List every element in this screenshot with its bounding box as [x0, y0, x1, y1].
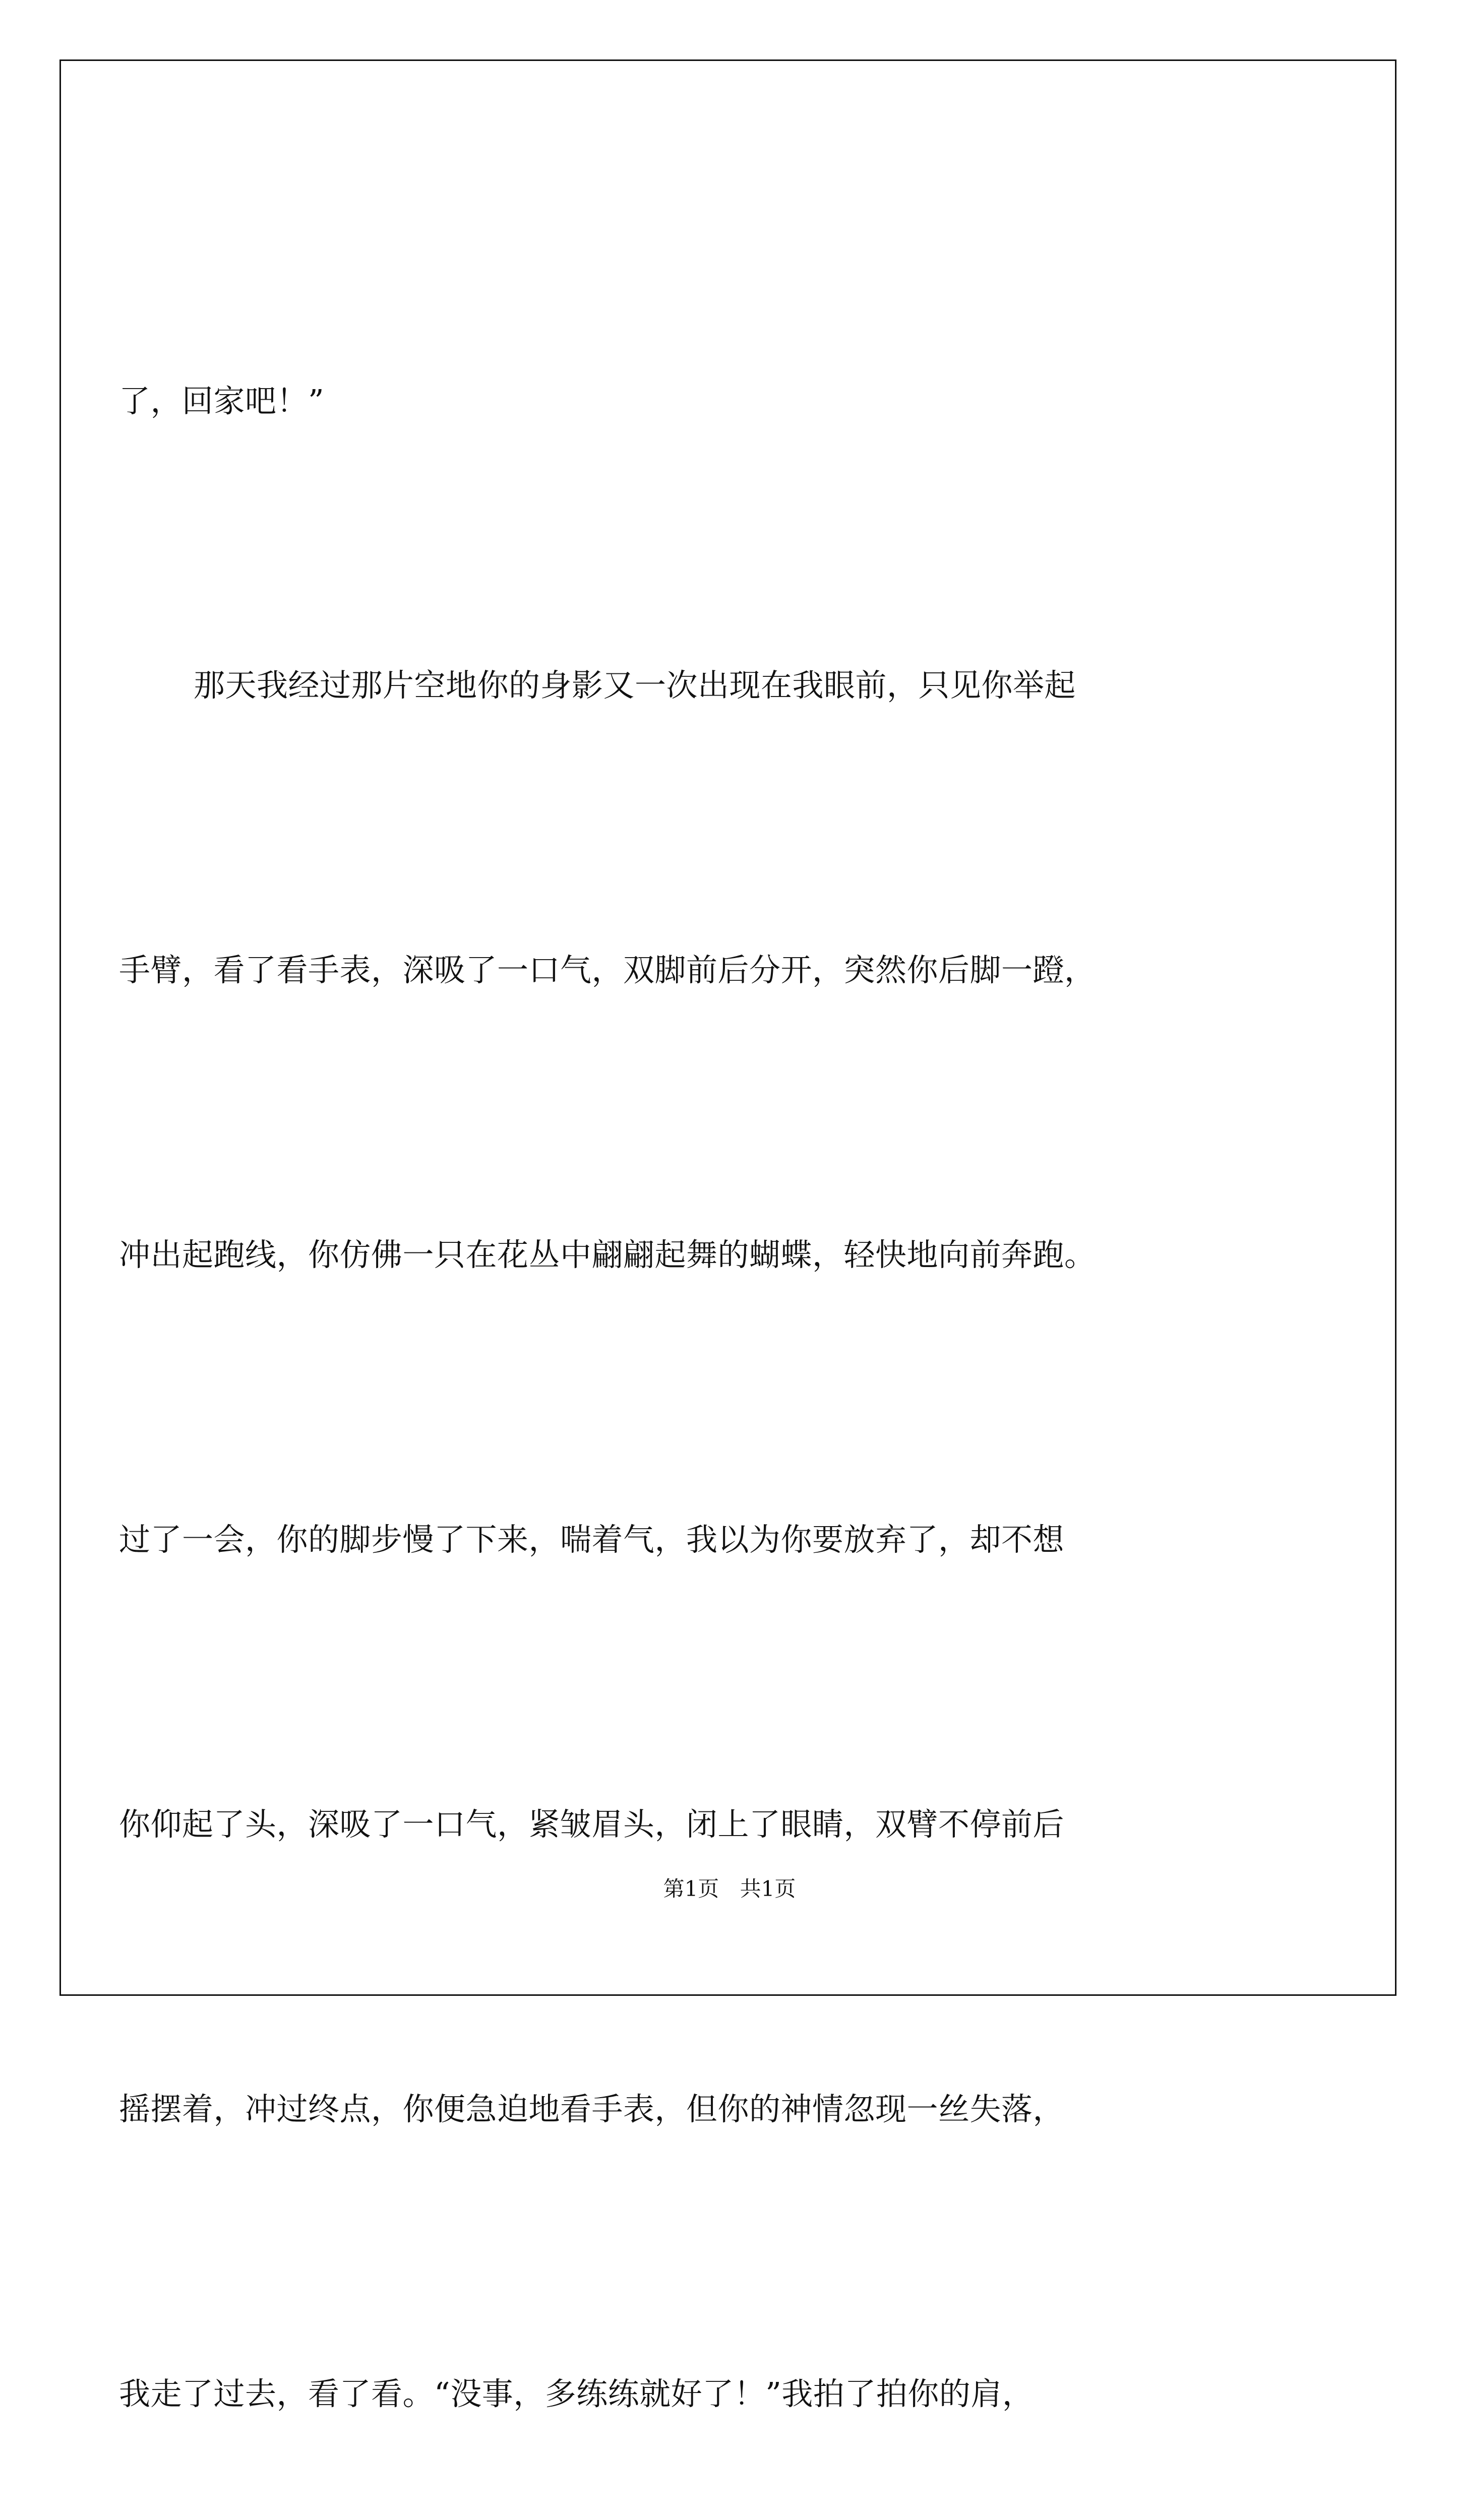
- page-footer: [0, 1872, 1459, 1903]
- document-body: [119, 164, 1339, 2520]
- text-line-3: 手臂，看了看手表，深吸了一口气，双脚前后分开，突然你后脚一蹬，: [119, 952, 1096, 989]
- page-total: 共1页: [740, 1876, 796, 1901]
- text-line-8: 我走了过去，看了看。“没事，多练练就好了！”我拍了拍你的肩，: [119, 2375, 1034, 2412]
- text-block: [119, 164, 1339, 2520]
- page-number: 第1页: [663, 1876, 719, 1901]
- text-line-7: 摇摆着，冲过终点，你便急迫地看手表，但你的神情忽现一丝失落，: [119, 2090, 1065, 2127]
- text-line-6: 你仰起了头，深吸了一口气，紧皱眉头，闭上了眼睛，双臂不停前后: [119, 1806, 1065, 1843]
- text-line-4: 冲出起跑线，你仿佛一只在花丛中翩翩起舞的蝴蝶，轻快地向前奔跑。: [119, 1236, 1096, 1274]
- text-line-1: 了，回家吧！”: [119, 382, 325, 419]
- text-line-5: 过了一会，你的脚步慢了下来，喘着气，我以为你要放弃了，却不想: [119, 1521, 1065, 1558]
- text-line-2: 那天我经过那片空地你的身影又一次出现在我眼前，只见你举起: [194, 667, 1076, 704]
